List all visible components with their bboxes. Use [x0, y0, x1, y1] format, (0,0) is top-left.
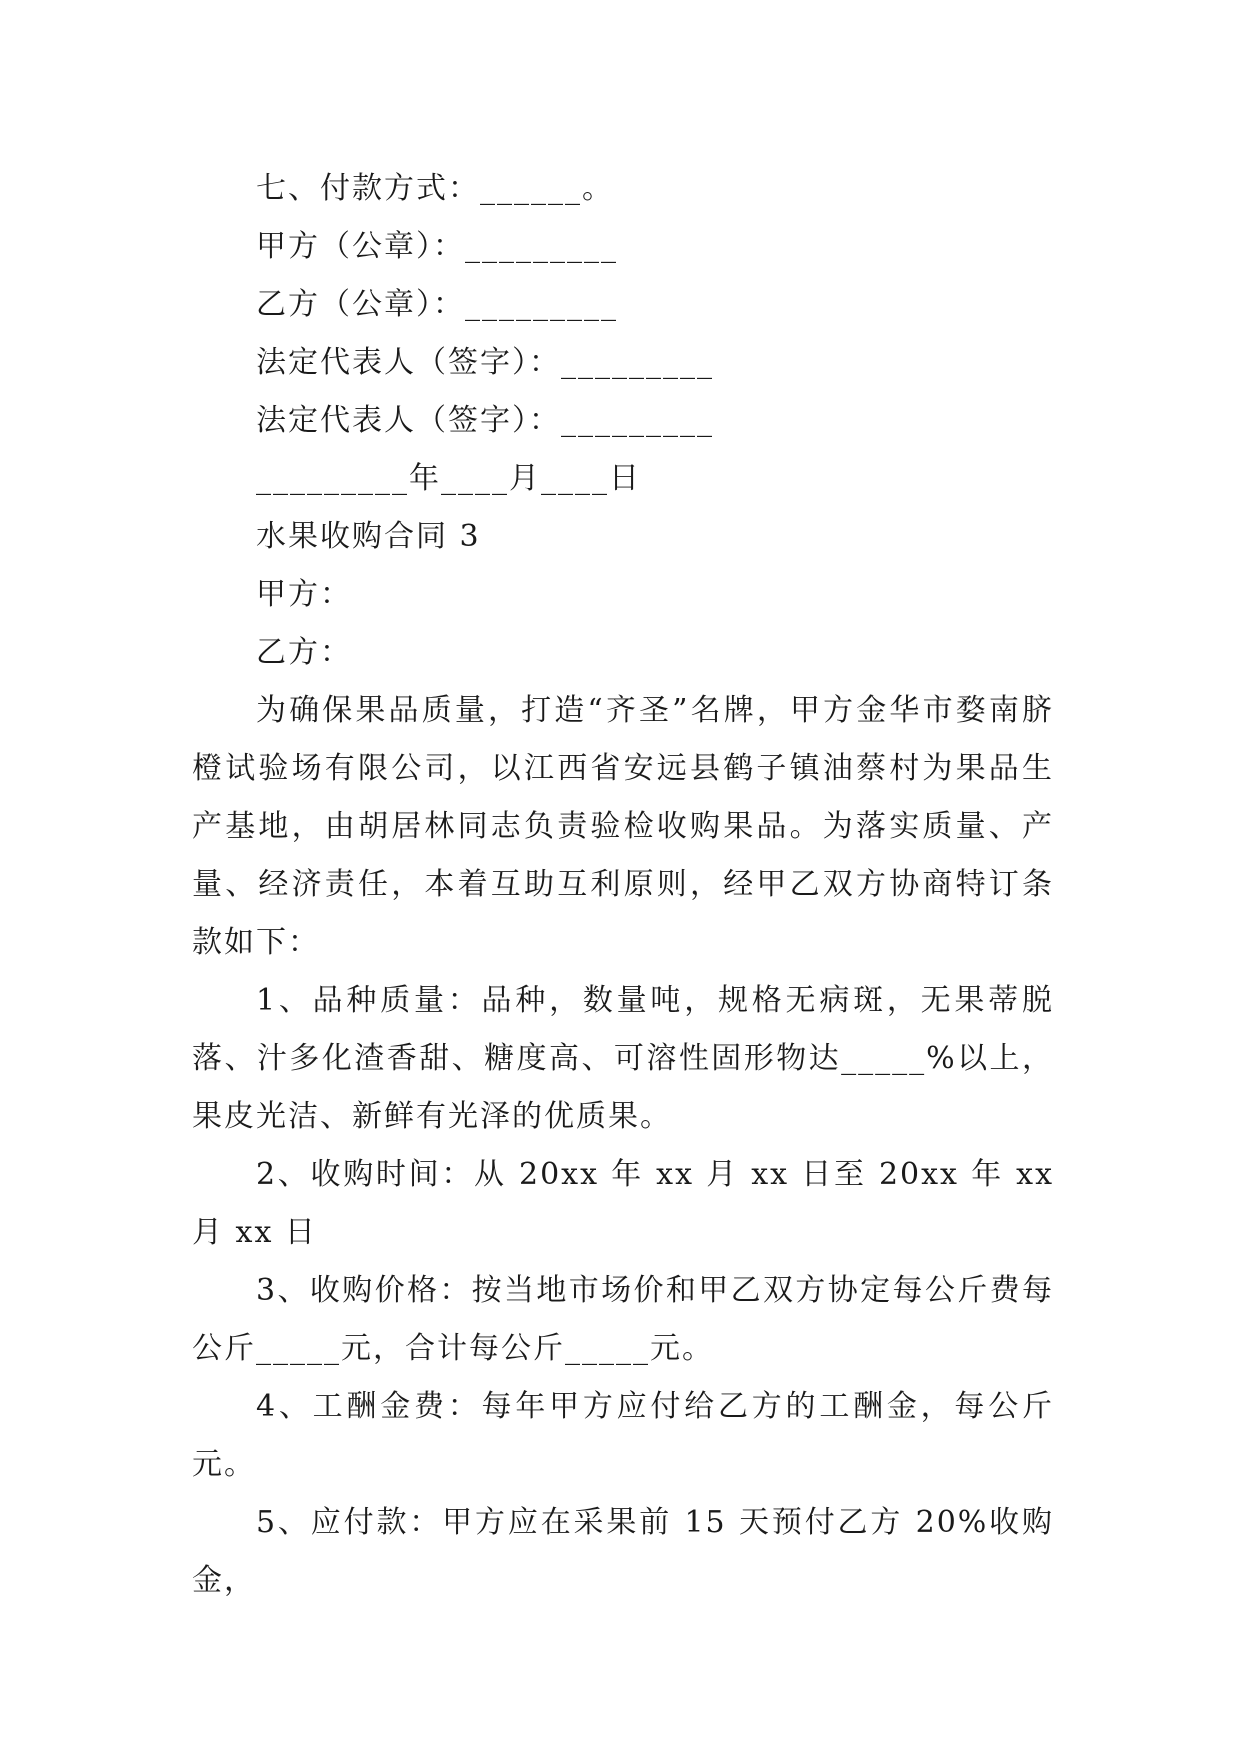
clause-3-purchase-price: 3、收购价格：按当地市场价和甲乙双方协定每公斤费每公斤_____元，合计每公斤_____元。	[192, 1273, 1054, 1366]
payment-method-line: 七、付款方式：______。	[256, 171, 614, 206]
clause-1-variety-quality: 1、品种质量：品种，数量吨，规格无病斑，无果蒂脱落、汁多化渣香甜、糖度高、可溶性固形物达_____%以上，果皮光洁、新鲜有光泽的优质果。	[192, 983, 1054, 1134]
date-line: _________年____月____日	[256, 461, 641, 496]
party-b-seal-line: 乙方（公章）：_________	[256, 287, 618, 322]
party-a-line: 甲方：	[256, 577, 352, 612]
party-b-line: 乙方：	[256, 635, 352, 670]
contract-title: 水果收购合同 3	[256, 519, 481, 554]
legal-rep-signature-line-1: 法定代表人（签字）：_________	[256, 345, 714, 380]
clause-5-payment-due: 5、应付款：甲方应在采果前 15 天预付乙方 20%收购金，	[192, 1505, 1054, 1598]
preamble-paragraph: 为确保果品质量，打造“齐圣”名牌，甲方金华市婺南脐橙试验场有限公司，以江西省安远县鹤子镇油蔡村为果品生产基地，由胡居林同志负责验检收购果品。为落实质量、产量、经济责任，本着互助互利原则，经甲乙双方协商特订条款如下：	[192, 693, 1054, 960]
party-a-seal-line: 甲方（公章）：_________	[256, 229, 618, 264]
document-body	[192, 160, 1054, 1610]
clause-4-remuneration: 4、工酬金费：每年甲方应付给乙方的工酬金，每公斤元。	[192, 1389, 1054, 1482]
legal-rep-signature-line-2: 法定代表人（签字）：_________	[256, 403, 714, 438]
clause-2-purchase-time: 2、收购时间：从 20xx 年 xx 月 xx 日至 20xx 年 xx 月 xx 日	[192, 1157, 1054, 1250]
